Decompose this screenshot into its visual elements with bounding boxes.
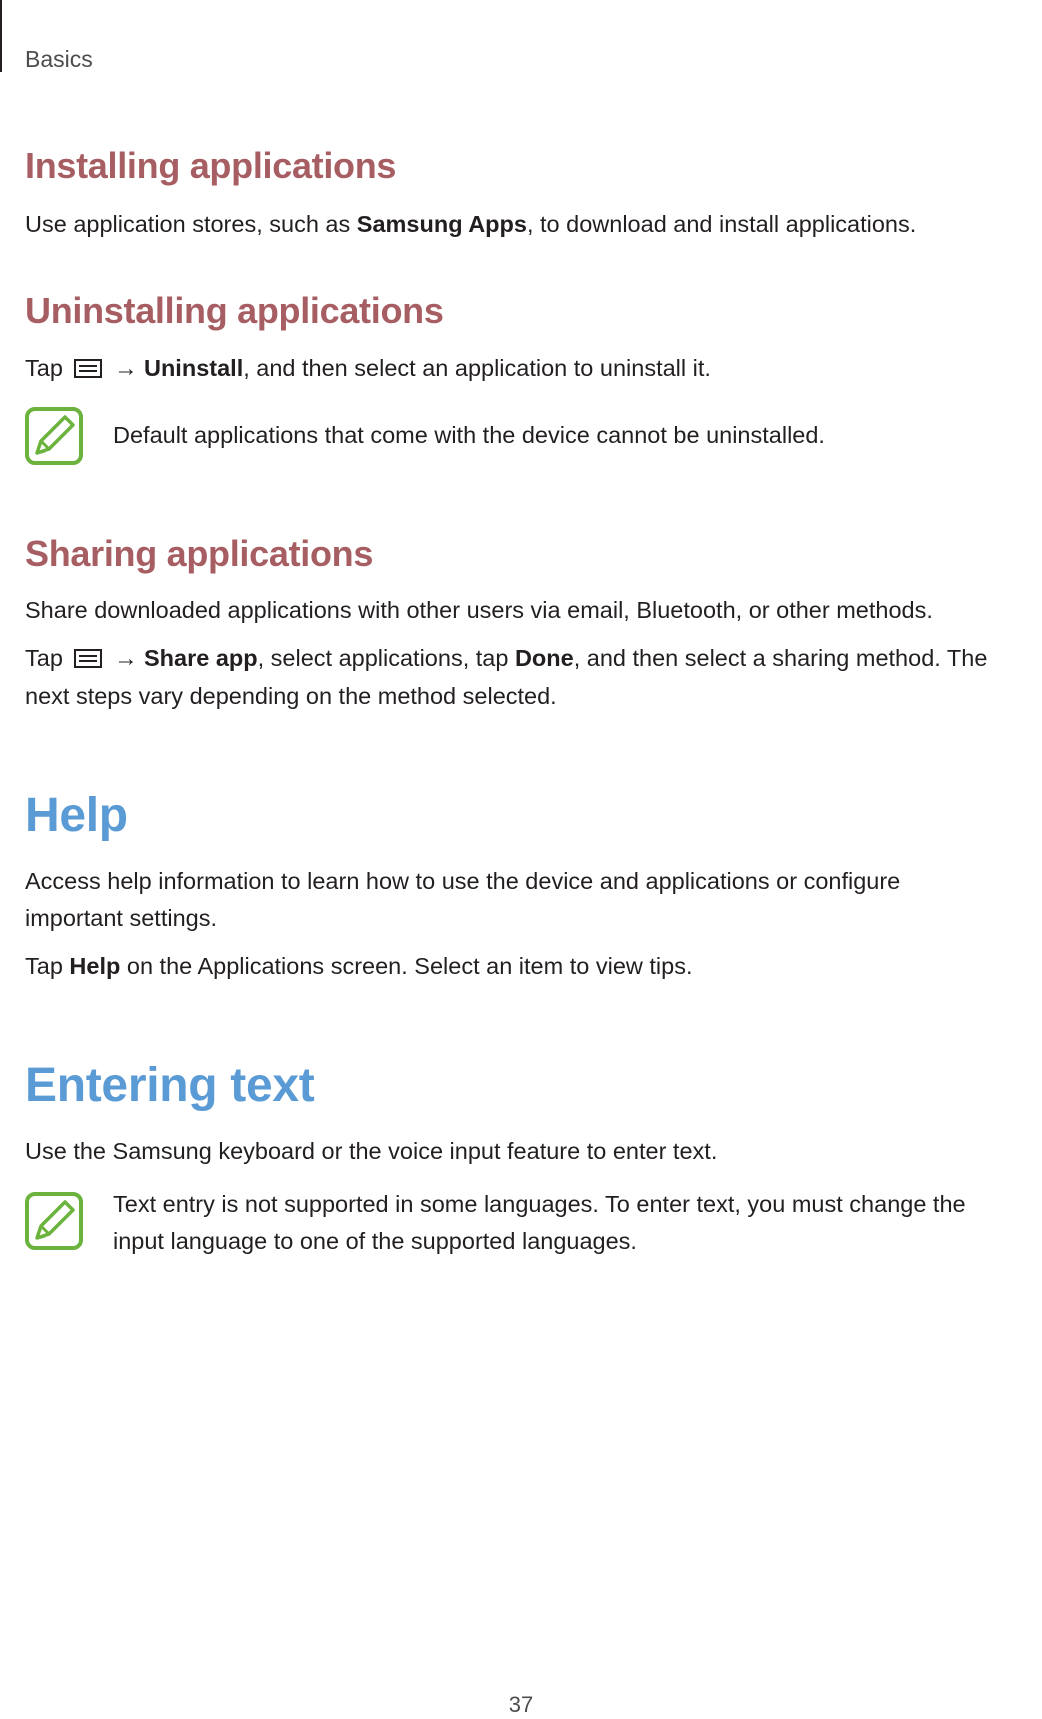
heading-help: Help bbox=[25, 789, 128, 842]
bold-uninstall: Uninstall bbox=[143, 355, 244, 381]
paragraph-entering: Use the Samsung keyboard or the voice input feature to enter text. bbox=[25, 1138, 718, 1164]
page-number: 37 bbox=[508, 1692, 534, 1717]
paragraph-uninstalling bbox=[25, 350, 1035, 387]
paragraph-help-1-line1: Access help information to learn how to use the device and applications or configure bbox=[25, 868, 901, 894]
note-pencil-icon bbox=[25, 407, 83, 465]
paragraph-help-2 bbox=[25, 948, 1035, 985]
text-run: , and then select an application to uninstall it. bbox=[243, 355, 711, 381]
paragraph-installing bbox=[25, 206, 1035, 243]
note-pencil-icon bbox=[25, 1192, 83, 1250]
note-text-line2: input language to one of the supported languages. bbox=[113, 1228, 637, 1254]
heading-entering-text: Entering text bbox=[25, 1059, 315, 1112]
text-run: Tap bbox=[25, 645, 63, 671]
text-run: Use application stores, such as bbox=[25, 211, 357, 237]
text-run: Tap bbox=[25, 953, 70, 979]
bold-share-app: Share app bbox=[143, 645, 258, 671]
heading-sharing-applications: Sharing applications bbox=[25, 533, 374, 574]
bold-done: Done bbox=[514, 645, 574, 671]
menu-key-icon bbox=[71, 647, 105, 669]
text-run: , to download and install applications. bbox=[526, 211, 917, 237]
paragraph-sharing-2 bbox=[25, 640, 1035, 677]
heading-installing-applications: Installing applications bbox=[25, 145, 397, 186]
text-run: on the Applications screen. Select an item to view tips. bbox=[120, 953, 693, 979]
arrow-glyph: → bbox=[113, 355, 138, 381]
note-text: Default applications that come with the device cannot be uninstalled. bbox=[113, 422, 825, 448]
bold-samsung-apps: Samsung Apps bbox=[356, 211, 527, 237]
heading-uninstalling-applications: Uninstalling applications bbox=[25, 290, 444, 331]
menu-key-icon bbox=[71, 357, 105, 379]
bold-help: Help bbox=[69, 953, 121, 979]
text-run: , and then select a sharing method. The bbox=[573, 645, 988, 671]
running-header: Basics bbox=[25, 46, 93, 72]
paragraph-sharing-2-line2: next steps vary depending on the method selected. bbox=[25, 683, 557, 709]
arrow-glyph: → bbox=[113, 645, 138, 671]
text-run: Tap bbox=[25, 355, 63, 381]
text-run: , select applications, tap bbox=[257, 645, 515, 671]
paragraph-help-1-line2: important settings. bbox=[25, 905, 218, 931]
note-text-line1: Text entry is not supported in some languages. To enter text, you must change the bbox=[113, 1191, 966, 1217]
side-rule bbox=[0, 0, 2, 72]
paragraph-sharing-1: Share downloaded applications with other users via email, Bluetooth, or other methods. bbox=[25, 597, 933, 623]
